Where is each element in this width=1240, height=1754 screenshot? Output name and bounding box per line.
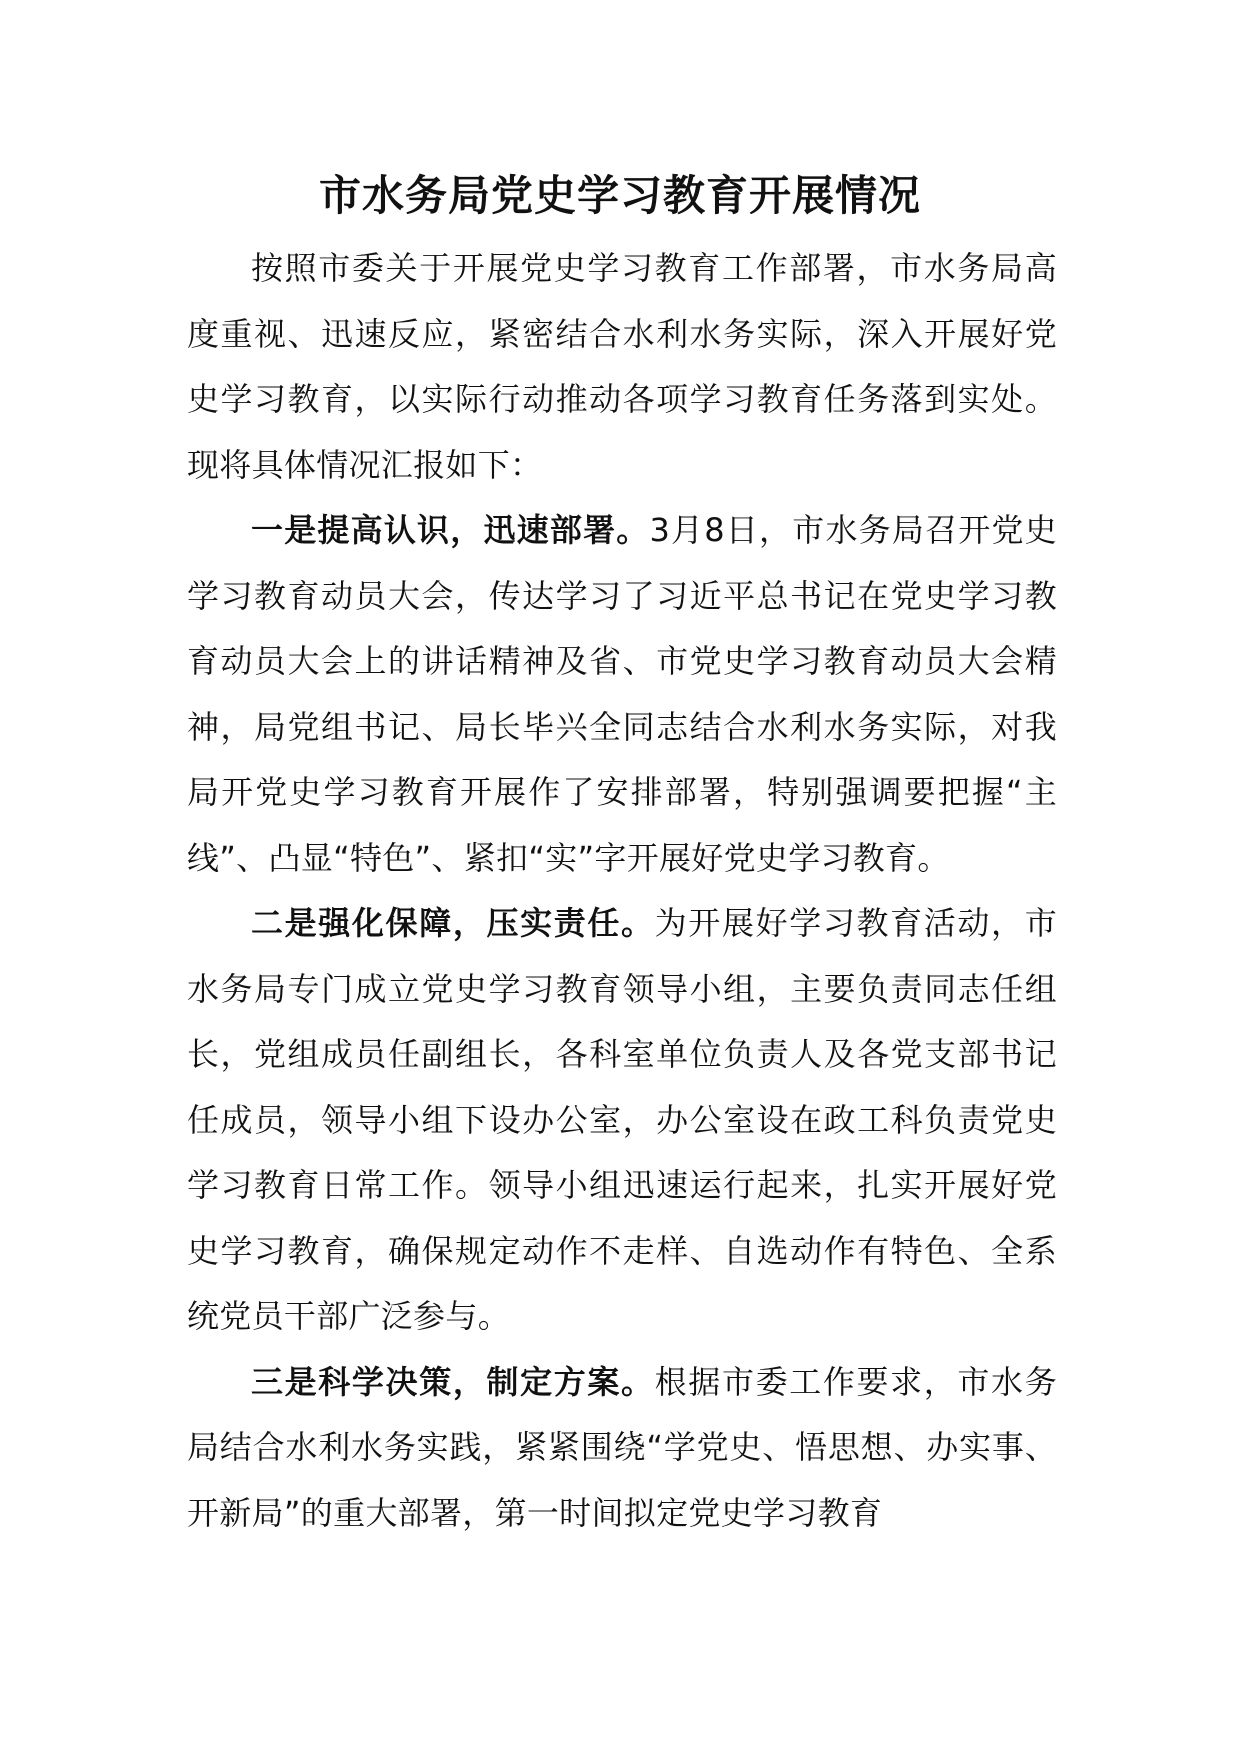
- document-title: 市水务局党史学习教育开展情况: [318, 171, 921, 220]
- section-text-1: 3月8日，市水务局召开党史学习教育动员大会，传达学习了习近平总书记在党史学习教育动员大会上的讲话精神及省、市党史学习教育动员大会精神，局党组书记、局长毕兴全同志结合水利水务实际，对我局开党史学习教育开展作了安排部署，特别强调要把握“主线”、凸显“特色”、紧扣“实”字开展好党史学习教育。: [187, 511, 1057, 877]
- section-text-3: 根据市委工作要求，市水务局结合水利水务实践，紧紧围绕“学党史、悟思想、办实事、开新局”的重大部署，第一时间拟定党史学习教育: [187, 1362, 1057, 1532]
- section-lead-3: 三是科学决策，制定方案。: [251, 1362, 655, 1401]
- section-paragraph-1: [187, 498, 1057, 891]
- section-lead-2: 二是强化保障，压实责任。: [251, 904, 655, 942]
- section-text-2: 为开展好学习教育活动，市水务局专门成立党史学习教育领导小组，主要负责同志任组长，党组成员任副组长，各科室单位负责人及各党支部书记任成员，领导小组下设办公室，办公室设在政工科负责党史学习教育日常工作。领导小组迅速运行起来，扎实开展好党史学习教育，确保规定动作不走样、自选动作有特色、全系统党员干部广泛参与。: [187, 904, 1057, 1335]
- section-paragraph-3: [187, 1350, 1057, 1547]
- document-body: [187, 236, 1057, 1546]
- intro-paragraph: 按照市委关于开展党史学习教育工作部署，市水务局高度重视、迅速反应，紧密结合水利水务实际，深入开展好党史学习教育，以实际行动推动各项学习教育任务落到实处。现将具体情况汇报如下：: [187, 249, 1057, 484]
- section-paragraph-2: [187, 891, 1057, 1350]
- section-lead-1: 一是提高认识，迅速部署。: [251, 511, 650, 549]
